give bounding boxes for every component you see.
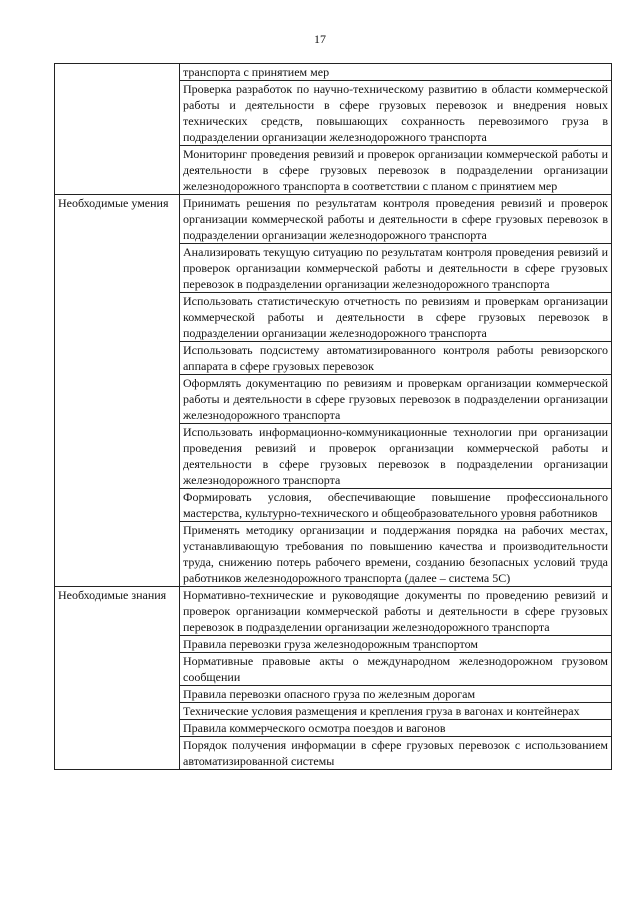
table-cell: Порядок получения информации в сфере грузовых перевозок с использованием автоматизированной системы xyxy=(180,737,612,770)
table-cell: Правила перевозки груза железнодорожным транспортом xyxy=(180,636,612,653)
table-cell: Правила перевозки опасного груза по железным дорогам xyxy=(180,686,612,703)
table-cell: Использовать статистическую отчетность по ревизиям и проверкам организации коммерческой работы и деятельности в сфере грузовых перевозок в подразделении организации железнодорожного транспорта xyxy=(180,293,612,342)
table-cell: Правила коммерческого осмотра поездов и вагонов xyxy=(180,720,612,737)
table-cell: Оформлять документацию по ревизиям и проверкам организации коммерческой работы и деятельности в сфере грузовых перевозок в подразделении организации железнодорожного транспорта xyxy=(180,375,612,424)
section-label xyxy=(55,64,180,195)
table-cell: Формировать условия, обеспечивающие повышение профессионального мастерства, культурно-технического и общеобразовательного уровня работников xyxy=(180,489,612,522)
section-label: Необходимые умения xyxy=(55,195,180,587)
table-row xyxy=(55,195,612,244)
table-cell: Нормативно-технические и руководящие документы по проведению ревизий и проверок организации коммерческой работы и деятельности в сфере грузовых перевозок в подразделении организации железнодорожного транспорта xyxy=(180,587,612,636)
table-cell: транспорта с принятием мер xyxy=(180,64,612,81)
page-number: 17 xyxy=(314,32,326,46)
table-cell: Проверка разработок по научно-техническому развитию в области коммерческой работы и деятельности в сфере грузовых перевозок и внедрения новых технических средств, повышающих сохранность перевозимого груза в подразделении организации железнодорожного транспорта xyxy=(180,81,612,146)
table-cell: Использовать подсистему автоматизированного контроля работы ревизорского аппарата в сфере грузовых перевозок xyxy=(180,342,612,375)
table-row xyxy=(55,64,612,81)
table-cell: Нормативные правовые акты о международном железнодорожном грузовом сообщении xyxy=(180,653,612,686)
table-cell: Технические условия размещения и крепления груза в вагонах и контейнерах xyxy=(180,703,612,720)
table-cell: Применять методику организации и поддержания порядка на рабочих местах, устанавливающую требования по повышению качества и производительности труда, снижению потерь рабочего времени, созданию безопасных условий труда работников железнодорожного транспорта (далее – система 5С) xyxy=(180,522,612,587)
table-cell: Принимать решения по результатам контроля проведения ревизий и проверок организации коммерческой работы и деятельности в сфере грузовых перевозок в подразделении организации железнодорожного транспорта xyxy=(180,195,612,244)
table-cell: Анализировать текущую ситуацию по результатам контроля проведения ревизий и проверок организации коммерческой работы и деятельности в сфере грузовых перевозок в подразделении организации железнодорожного транспорта xyxy=(180,244,612,293)
table-row xyxy=(55,587,612,636)
table-cell: Использовать информационно-коммуникационные технологии при организации проведения ревизий и проверок организации коммерческой работы и деятельности в сфере грузовых перевозок в подразделении организации железнодорожного транспорта xyxy=(180,424,612,489)
requirements-table xyxy=(54,63,612,770)
section-label: Необходимые знания xyxy=(55,587,180,770)
table-cell: Мониторинг проведения ревизий и проверок организации коммерческой работы и деятельности в сфере грузовых перевозок в подразделении организации железнодорожного транспорта в соответствии с планом с принятием мер xyxy=(180,146,612,195)
